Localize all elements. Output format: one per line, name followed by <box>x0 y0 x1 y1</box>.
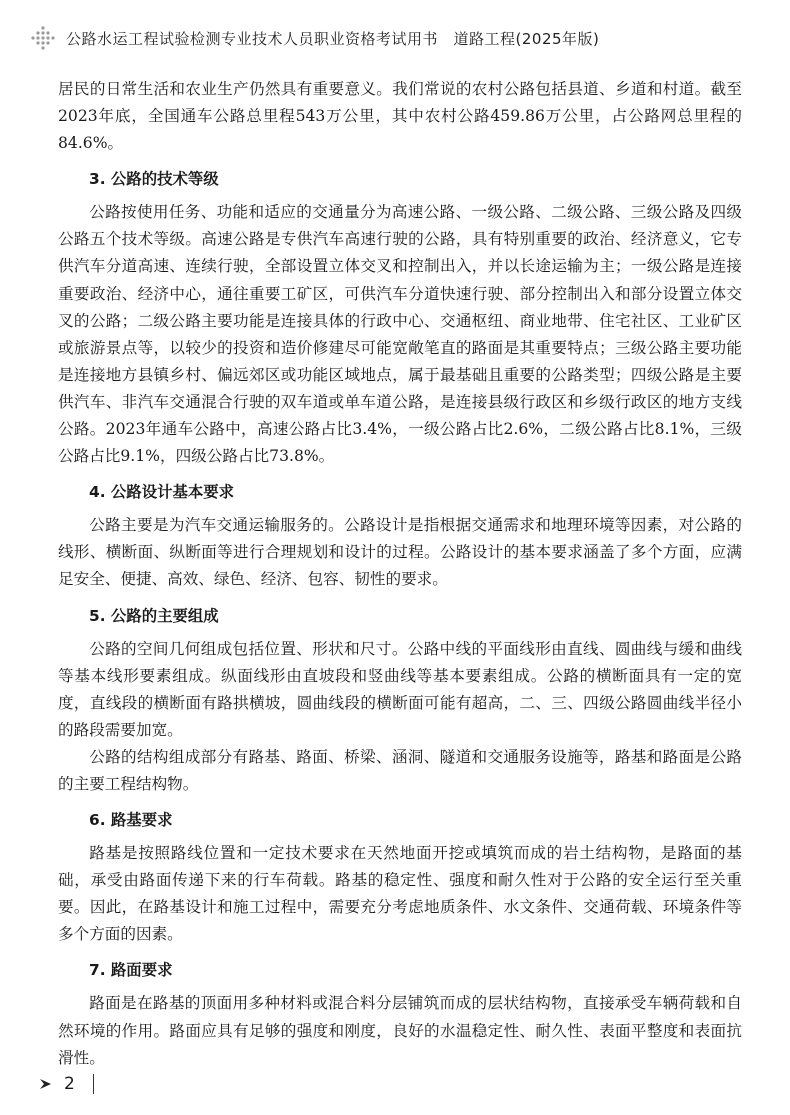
footer-divider <box>93 1074 94 1094</box>
section-3-heading: 3. 公路的技术等级 <box>89 170 219 189</box>
section-5-paragraph-2: 公路的结构组成部分有路基、路面、桥梁、涵洞、隧道和交通服务设施等，路基和路面是公路的主要工程结构物。 <box>58 747 742 793</box>
running-header <box>30 24 760 52</box>
section-7-paragraph: 路面是在路基的顶面用多种材料或混合料分层铺筑而成的层状结构物，直接承受车辆荷载和自然环境的作用。路面应具有足够的强度和刚度，良好的水温稳定性、耐久性、表面平整度和表面抗滑性。 <box>58 994 742 1067</box>
section-5-paragraph-1: 公路的空间几何组成包括位置、形状和尺寸。公路中线的平面线形由直线、圆曲线与缓和曲线等基本线形要素组成。纵面线形由直坡段和竖曲线等基本要素组成。公路的横断面具有一定的宽度，直线段的横断面有路拱横坡，圆曲线段的横断面可能有超高，二、三、四级公路圆曲线半径小的路段需要加宽。 <box>58 639 742 739</box>
diamond-pattern-icon <box>30 25 56 51</box>
section-7-heading: 7. 路面要求 <box>89 961 173 980</box>
section-3-paragraph: 公路按使用任务、功能和适应的交通量分为高速公路、一级公路、二级公路、三级公路及四级公路五个技术等级。高速公路是专供汽车高速行驶的公路，具有特别重要的政治、经济意义，它专供汽车分道高速、连续行驶，全部设置立体交叉和控制出入，并以长途运输为主；一级公路是连接重要政治、经济中心，通往重要工矿区，可供汽车分道快速行驶、部分控制出入和部分设置立体交叉的公路；二级公路主要功能是连接具体的行政中心、交通枢纽、商业地带、住宅社区、工业矿区或旅游景点等，以较少的投资和造价修建尽可能宽敞笔直的路面是其重要特点；三级公路主要功能是连接地方县镇乡村、偏远郊区或功能区域地点，属于最基础且重要的公路类型；四级公路是主要供汽车、非汽车交通混合行驶的双车道或单车道公路，是连接县级行政区和乡级行政区的地方支线公路。2023年通车公路中，高速公路占比3.4%，一级公路占比2.6%，二级公路占比8.1%，三级公路占比9.1%，四级公路占比73.8%。 <box>58 203 742 466</box>
section-6-paragraph: 路基是按照路线位置和一定技术要求在天然地面开挖或填筑而成的岩土结构物，是路面的基础，承受由路面传递下来的行车荷载。路基的稳定性、强度和耐久性对于公路的安全运行至关重要。因此，在路基设计和施工过程中，需要充分考虑地质条件、水文条件、交通荷载、环境条件等多个方面的因素。 <box>58 844 742 944</box>
section-6-heading: 6. 路基要求 <box>89 811 173 830</box>
page-body <box>58 76 742 1072</box>
intro-paragraph: 居民的日常生活和农业生产仍然具有重要意义。我们常说的农村公路包括县道、乡道和村道。截至2023年底，全国通车公路总里程543万公里，其中农村公路459.86万公里，占公路网总里程的84.6%。 <box>58 80 742 153</box>
section-5-heading: 5. 公路的主要组成 <box>89 606 219 625</box>
section-4-heading: 4. 公路设计基本要求 <box>89 483 235 502</box>
header-title: 公路水运工程试验检测专业技术人员职业资格考试用书 道路工程(2025年版) <box>66 29 600 48</box>
chevron-right-icon <box>38 1077 54 1091</box>
section-4-paragraph: 公路主要是为汽车交通运输服务的。公路设计是指根据交通需求和地理环境等因素，对公路的线形、横断面、纵断面等进行合理规划和设计的过程。公路设计的基本要求涵盖了多个方面，应满足安全、便捷、高效、绿色、经济、包容、韧性的要求。 <box>58 516 742 589</box>
page-number: 2 <box>64 1074 75 1094</box>
page-footer <box>38 1070 94 1098</box>
